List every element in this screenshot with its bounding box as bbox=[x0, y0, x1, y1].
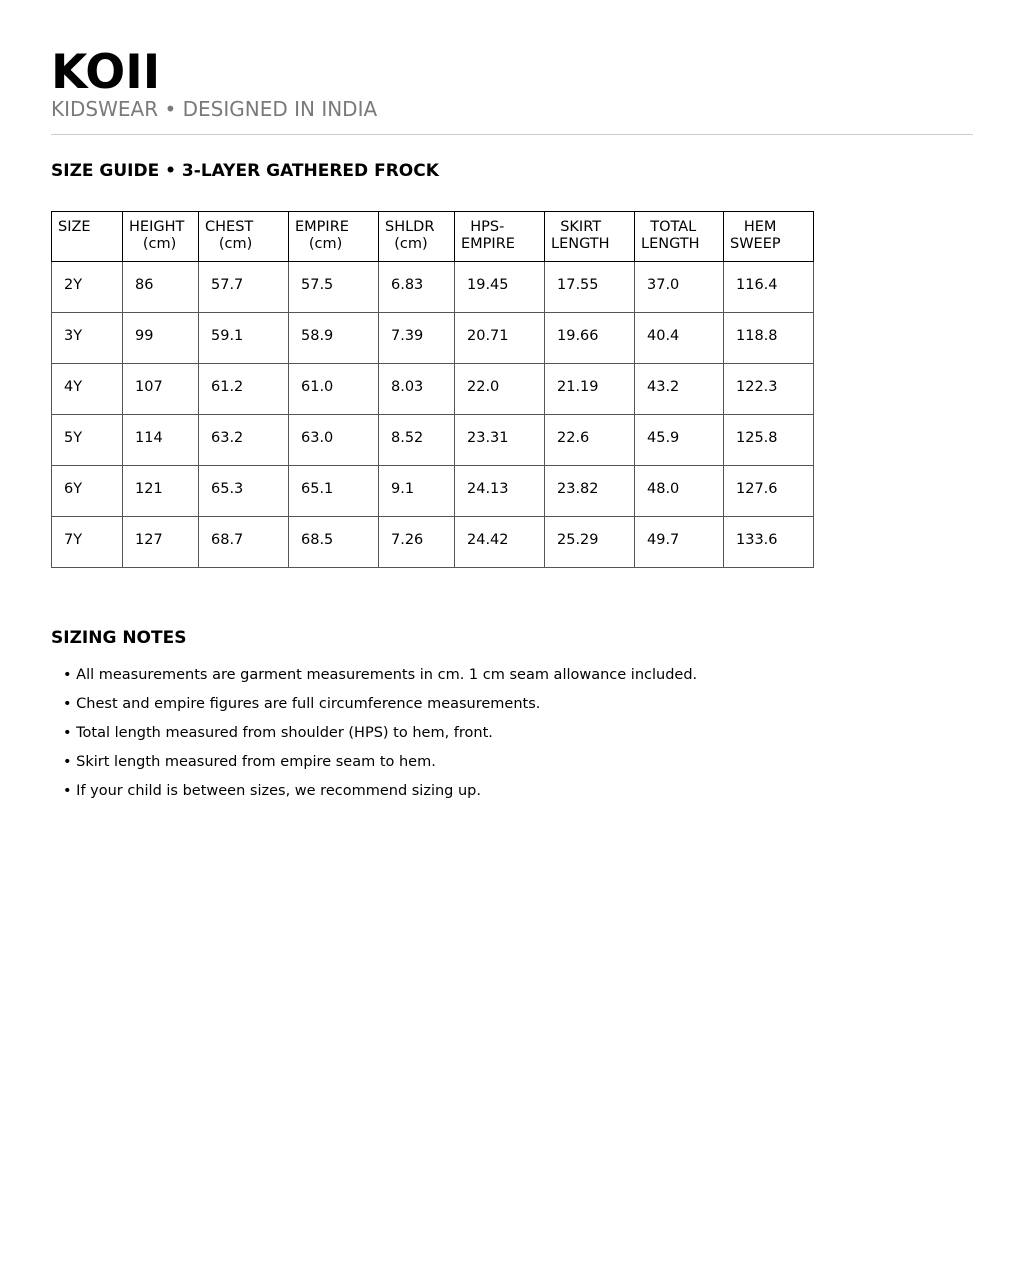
table-cell: 63.0 bbox=[289, 415, 379, 466]
table-cell: 48.0 bbox=[635, 466, 724, 517]
table-cell: 4Y bbox=[52, 364, 123, 415]
table-cell: 23.31 bbox=[455, 415, 545, 466]
table-cell: 43.2 bbox=[635, 364, 724, 415]
column-header-shoulder: SHLDR (cm) bbox=[379, 212, 455, 262]
sizing-notes-list bbox=[63, 665, 697, 810]
table-cell: 127 bbox=[123, 517, 199, 568]
table-cell: 19.66 bbox=[545, 313, 635, 364]
table-cell: 3Y bbox=[52, 313, 123, 364]
table-cell: 49.7 bbox=[635, 517, 724, 568]
table-cell: 86 bbox=[123, 262, 199, 313]
column-header-total-length: TOTAL LENGTH bbox=[635, 212, 724, 262]
table-cell: 65.1 bbox=[289, 466, 379, 517]
column-header-skirt-length: SKIRT LENGTH bbox=[545, 212, 635, 262]
column-header-chest: CHEST (cm) bbox=[199, 212, 289, 262]
table-row bbox=[52, 517, 814, 568]
table-row bbox=[52, 466, 814, 517]
list-item: • Total length measured from shoulder (HPS) to hem, front. bbox=[63, 725, 493, 741]
table-cell: 22.6 bbox=[545, 415, 635, 466]
table-cell: 127.6 bbox=[724, 466, 814, 517]
table-cell: 9.1 bbox=[379, 466, 455, 517]
column-header-size: SIZE bbox=[52, 212, 123, 262]
table-cell: 125.8 bbox=[724, 415, 814, 466]
table-cell: 37.0 bbox=[635, 262, 724, 313]
table-cell: 68.5 bbox=[289, 517, 379, 568]
column-header-height: HEIGHT (cm) bbox=[123, 212, 199, 262]
table-cell: 58.9 bbox=[289, 313, 379, 364]
table-cell: 23.82 bbox=[545, 466, 635, 517]
table-cell: 19.45 bbox=[455, 262, 545, 313]
column-header-empire: EMPIRE (cm) bbox=[289, 212, 379, 262]
table-cell: 6Y bbox=[52, 466, 123, 517]
table-cell: 7Y bbox=[52, 517, 123, 568]
table-cell: 99 bbox=[123, 313, 199, 364]
table-cell: 25.29 bbox=[545, 517, 635, 568]
table-cell: 7.26 bbox=[379, 517, 455, 568]
table-row bbox=[52, 364, 814, 415]
table-cell: 2Y bbox=[52, 262, 123, 313]
table-row bbox=[52, 313, 814, 364]
size-table bbox=[51, 211, 814, 568]
list-item: • If your child is between sizes, we recommend sizing up. bbox=[63, 783, 481, 799]
sizing-notes-title: SIZING NOTES bbox=[51, 628, 187, 648]
column-header-hps-empire: HPS- EMPIRE bbox=[455, 212, 545, 262]
table-cell: 8.03 bbox=[379, 364, 455, 415]
table-cell: 45.9 bbox=[635, 415, 724, 466]
table-cell: 61.0 bbox=[289, 364, 379, 415]
list-item: • Chest and empire figures are full circumference measurements. bbox=[63, 696, 541, 712]
list-item: • All measurements are garment measurements in cm. 1 cm seam allowance included. bbox=[63, 667, 698, 683]
table-cell: 59.1 bbox=[199, 313, 289, 364]
table-cell: 17.55 bbox=[545, 262, 635, 313]
header-divider bbox=[51, 134, 973, 135]
table-cell: 65.3 bbox=[199, 466, 289, 517]
table-cell: 133.6 bbox=[724, 517, 814, 568]
size-guide-title: SIZE GUIDE • 3-LAYER GATHERED FROCK bbox=[51, 161, 439, 181]
table-cell: 116.4 bbox=[724, 262, 814, 313]
table-cell: 24.42 bbox=[455, 517, 545, 568]
table-cell: 57.5 bbox=[289, 262, 379, 313]
table-cell: 68.7 bbox=[199, 517, 289, 568]
table-cell: 122.3 bbox=[724, 364, 814, 415]
table-cell: 107 bbox=[123, 364, 199, 415]
table-cell: 61.2 bbox=[199, 364, 289, 415]
table-cell: 7.39 bbox=[379, 313, 455, 364]
table-cell: 63.2 bbox=[199, 415, 289, 466]
table-cell: 6.83 bbox=[379, 262, 455, 313]
table-cell: 121 bbox=[123, 466, 199, 517]
table-cell: 118.8 bbox=[724, 313, 814, 364]
table-cell: 8.52 bbox=[379, 415, 455, 466]
table-cell: 114 bbox=[123, 415, 199, 466]
brand-logo: KOII bbox=[51, 45, 161, 100]
brand-tagline: KIDSWEAR • DESIGNED IN INDIA bbox=[51, 97, 378, 121]
table-cell: 57.7 bbox=[199, 262, 289, 313]
list-item: • Skirt length measured from empire seam to hem. bbox=[63, 754, 436, 770]
table-header-row bbox=[52, 212, 814, 262]
table-cell: 21.19 bbox=[545, 364, 635, 415]
table-row bbox=[52, 262, 814, 313]
column-header-hem-sweep: HEM SWEEP bbox=[724, 212, 814, 262]
table-cell: 5Y bbox=[52, 415, 123, 466]
table-cell: 24.13 bbox=[455, 466, 545, 517]
table-cell: 20.71 bbox=[455, 313, 545, 364]
table-cell: 22.0 bbox=[455, 364, 545, 415]
table-cell: 40.4 bbox=[635, 313, 724, 364]
table-row bbox=[52, 415, 814, 466]
